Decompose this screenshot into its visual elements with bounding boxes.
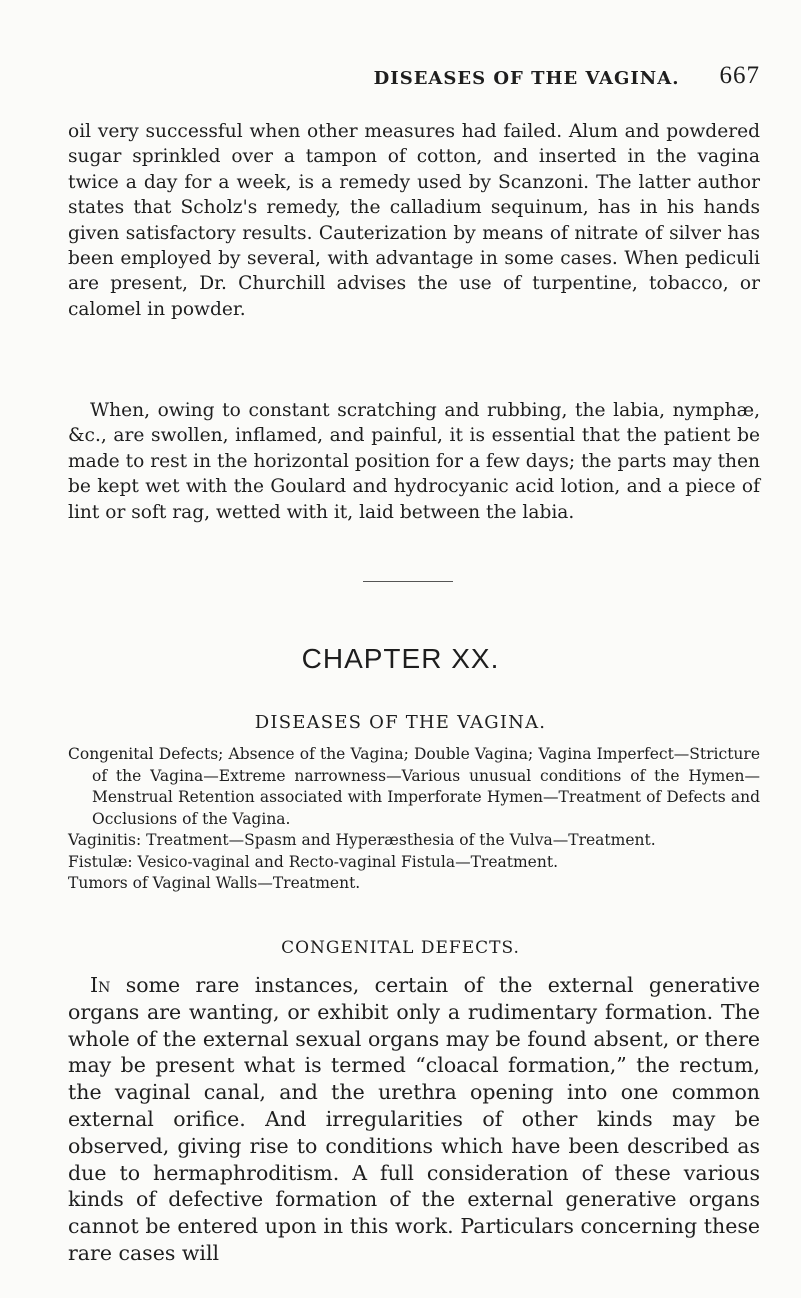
dropcap-word: In xyxy=(90,973,111,997)
chapter-heading: CHAPTER XX. xyxy=(301,643,500,674)
summary-entry: Congenital Defects; Absence of the Vagina; Double Vagina; Vagina Imperfect—Stricture of the Vagina—Extreme narrowness—Various unusual conditions of the Hymen—Menstrual Retention associated with Imperforate Hymen—Treatment of Defects and Occlusions of the Vagina. xyxy=(68,745,760,828)
running-title: DISEASES OF THE VAGINA. xyxy=(373,68,680,89)
summary-entry: Vaginitis: Treatment—Spasm and Hyperæsthesia of the Vulva—Treatment. xyxy=(68,831,656,849)
paragraph-continued: oil very successful when other measures had failed. Alum and powdered sugar sprinkled over a tampon of cotton, and inserted in the vagina twice a day for a week, is a remedy used by Scanzoni. The latter author states that Scholz's remedy, the calladium sequinum, has in his hands given satisfactory results. Cauterization by means of nitrate of silver has been employed by several, with advantage in some cases. When pediculi are present, Dr. Churchill advises the use of turpentine, tobacco, or calomel in powder. xyxy=(68,121,760,320)
section-paragraph-text: some rare instances, certain of the external generative organs are wanting, or exhibit only a rudimentary formation. The whole of the external sexual organs may be found absent, or there may be present what is termed “cloacal formation,” the rectum, the vaginal canal, and the urethra opening into one common external orifice. And irregularities of other kinds may be observed, giving rise to conditions which have been described as due to hermaphroditism. A full consideration of these various kinds of defective formation of the external generative organs cannot be entered upon in this work. Particulars concerning these rare cases will xyxy=(68,973,760,1265)
paragraph-labia-treatment: When, owing to constant scratching and rubbing, the labia, nymphæ, &c., are swollen, inflamed, and painful, it is essential that the patient be made to rest in the horizontal position for a few days; the parts may then be kept wet with the Goulard and hydrocyanic acid lotion, and a piece of lint or soft rag, wetted with it, laid between the labia. xyxy=(68,400,760,523)
section-divider xyxy=(363,581,453,582)
running-header xyxy=(260,62,760,90)
summary-entry: Fistulæ: Vesico-vaginal and Recto-vaginal Fistula—Treatment. xyxy=(68,852,558,871)
section-paragraph xyxy=(68,972,760,1267)
chapter-summary xyxy=(68,744,760,895)
chapter-title: DISEASES OF THE VAGINA. xyxy=(254,712,547,733)
section-heading: CONGENITAL DEFECTS. xyxy=(281,938,520,958)
page-number: 667 xyxy=(719,62,760,89)
summary-entry: Tumors of Vaginal Walls—Treatment. xyxy=(68,874,361,892)
